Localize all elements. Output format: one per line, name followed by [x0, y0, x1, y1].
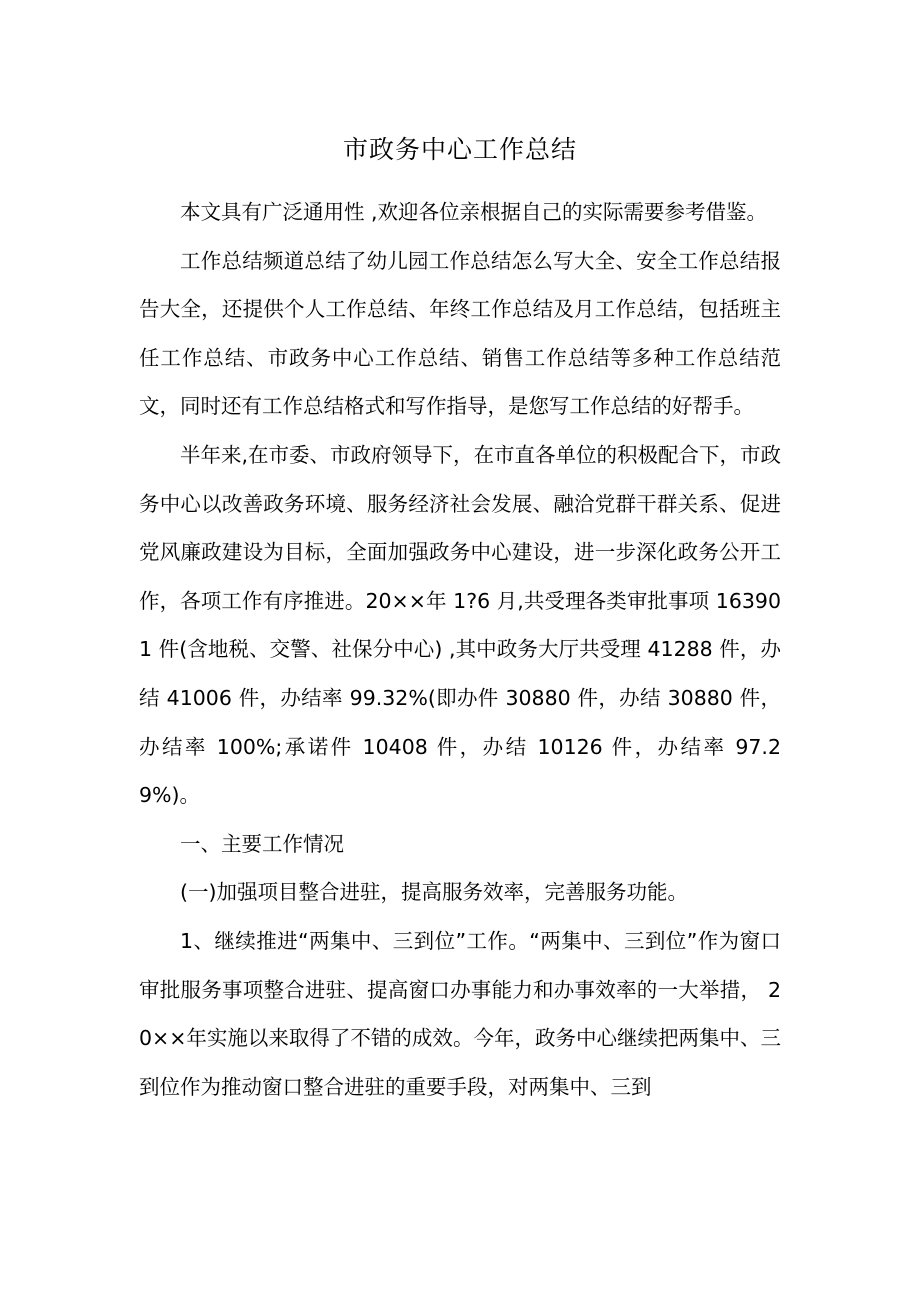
document-title: 市政务中心工作总结	[342, 135, 577, 164]
half-year-summary-paragraph: 半年来,在市委、市政府领导下，在市直各单位的积极配合下，市政务中心以改善政务环境、服务经济社会发展、融洽党群干群关系、促进党风廉政建设为目标，全面加强政务中心建设，进一步深化政务公开工作，各项工作有序推进。20××年 1?6 月,共受理各类审批事项 163901 件(含地税、交警、社保分中心) ,其中政务大厅共受理 41288 件，办结 41006 件，办结率 99.32%(即办件 30880 件，办结 30880 件，办结率 100%;承诺件 10408 件，办结 10126 件，办结率 97.29%)。	[139, 442, 782, 808]
item-paragraph-two-concentrations: 1、继续推进“两集中、三到位”工作。“两集中、三到位”作为窗口审批服务事项整合进驻、提高窗口办事能力和办事效率的一大举措， 20××年实施以来取得了不错的成效。今年，政务中心继续把两集中、三到位作为推动窗口整合进驻的重要手段，对两集中、三到	[139, 928, 781, 1099]
subsection-heading-project-integration: (一)加强项目整合进驻，提高服务效率，完善服务功能。	[180, 880, 688, 905]
section-heading-main-work: 一、主要工作情况	[180, 831, 344, 856]
document-body	[139, 188, 781, 1111]
channel-description-paragraph: 工作总结频道总结了幼儿园工作总结怎么写大全、安全工作总结报告大全，还提供个人工作总结、年终工作总结及月工作总结，包括班主任工作总结、市政务中心工作总结、销售工作总结等多种工作总结范文，同时还有工作总结格式和写作指导，是您写工作总结的好帮手。	[139, 248, 781, 419]
intro-paragraph: 本文具有广泛通用性 ,欢迎各位亲根据自己的实际需要参考借鉴。	[180, 200, 768, 224]
